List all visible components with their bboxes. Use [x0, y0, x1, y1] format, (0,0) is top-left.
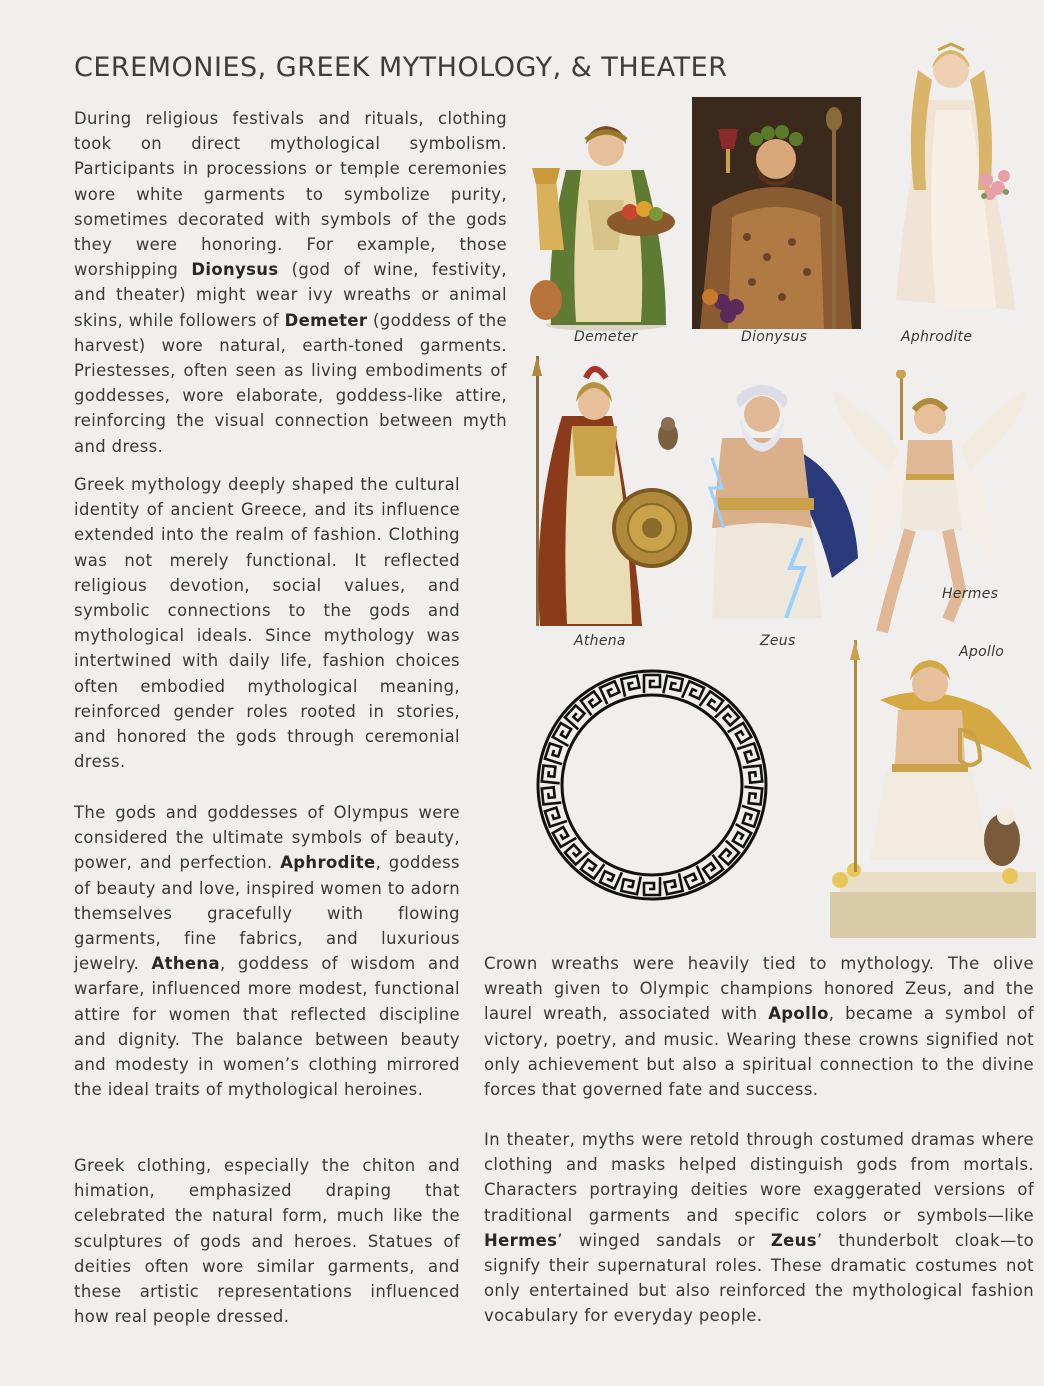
apollo-illustration [820, 640, 1036, 938]
caption-athena: Athena [574, 633, 626, 649]
page-title: CEREMONIES, GREEK MYTHOLOGY, & THEATER [74, 52, 728, 83]
hermes-illustration [830, 370, 1030, 638]
caption-aphrodite: Aphrodite [901, 329, 973, 345]
caption-dionysus: Dionysus [741, 329, 808, 345]
paragraph-draping: Greek clothing, especially the chiton and himation, emphasized draping that celebrated the natural form, much like the sculptures of gods and heroes. Statues of deities often wore similar garments, and these artistic representations influenced how real people dressed. [74, 1156, 460, 1327]
caption-apollo: Apollo [959, 644, 1005, 660]
bold-deity-name: Athena [151, 954, 220, 974]
bold-deity-name: Zeus [770, 1230, 817, 1250]
aphrodite-illustration [866, 40, 1034, 316]
dionysus-illustration [692, 97, 861, 329]
caption-zeus: Zeus [760, 633, 796, 649]
paragraph-olympus-gods: The gods and goddesses of Olympus were considered the ultimate symbols of beauty, power, and perfection. Aphrodite, goddess of beauty and love, inspired women to adorn themselves gracefully with flowing garments, fine fabrics, and luxurious jewelry. Athena, goddess of wisdom and warfare, influenced more modest, functional attire for women that reflected discipline and dignity. The balance between beauty and modesty in women’s clothing mirrored the ideal traits of mythological heroines. [74, 803, 460, 1100]
bold-deity-name: Aphrodite [280, 853, 376, 873]
paragraph-mythology-identity: Greek mythology deeply shaped the cultural identity of ancient Greece, and its influence extended into the realm of fashion. Clothing was not merely functional. It reflected religious devotion, social values, and symbolic connections to the gods and mythological ideals. Since mythology was intertwined with daily life, fashion choices often embodied mythological meaning, reinforced gender roles rooted in stories, and honored the gods through ceremonial dress. [74, 475, 460, 772]
bold-deity-name: Dionysus [191, 260, 279, 280]
bold-deity-name: Apollo [768, 1004, 829, 1024]
greek-key-ring-ornament [536, 669, 768, 901]
demeter-illustration [526, 110, 686, 332]
paragraph-theater: In theater, myths were retold through costumed dramas where clothing and masks helped distinguish gods from mortals. Characters portraying deities wore exaggerated versions of traditional garments and specific colors or symbols—like Hermes’ winged sandals or Zeus’ thunderbolt cloak—to signify their supernatural roles. These dramatic costumes not only entertained but also reinforced the mythological fashion vocabulary for everyday people. [484, 1130, 1035, 1326]
paragraph-crown-wreaths: Crown wreaths were heavily tied to mythology. The olive wreath given to Olympic champions honored Zeus, and the laurel wreath, associated with Apollo, became a symbol of victory, poetry, and music. Wearing these crowns signified not only achievement but also a spiritual connection to the divine forces that governed fate and success. [484, 954, 1034, 1100]
bold-deity-name: Demeter [284, 310, 368, 330]
paragraph-ceremonies: During religious festivals and rituals, clothing took on direct mythological symbolism. Participants in processions or temple ceremonies wore white garments to symbolize purity, sometimes decorated with symbols of the gods they were honoring. For example, those worshipping Dionysus (god of wine, festivity, and theater) might wear ivy wreaths or animal skins, while followers of Demeter (goddess of the harvest) wore natural, earth-toned garments. Priestesses, often seen as living embodiments of goddesses, wore elaborate, goddess-like attire, reinforcing the visual connection between myth and dress. [74, 109, 507, 456]
caption-hermes: Hermes [942, 586, 999, 602]
bold-deity-name: Hermes [484, 1230, 558, 1250]
caption-demeter: Demeter [574, 329, 638, 345]
